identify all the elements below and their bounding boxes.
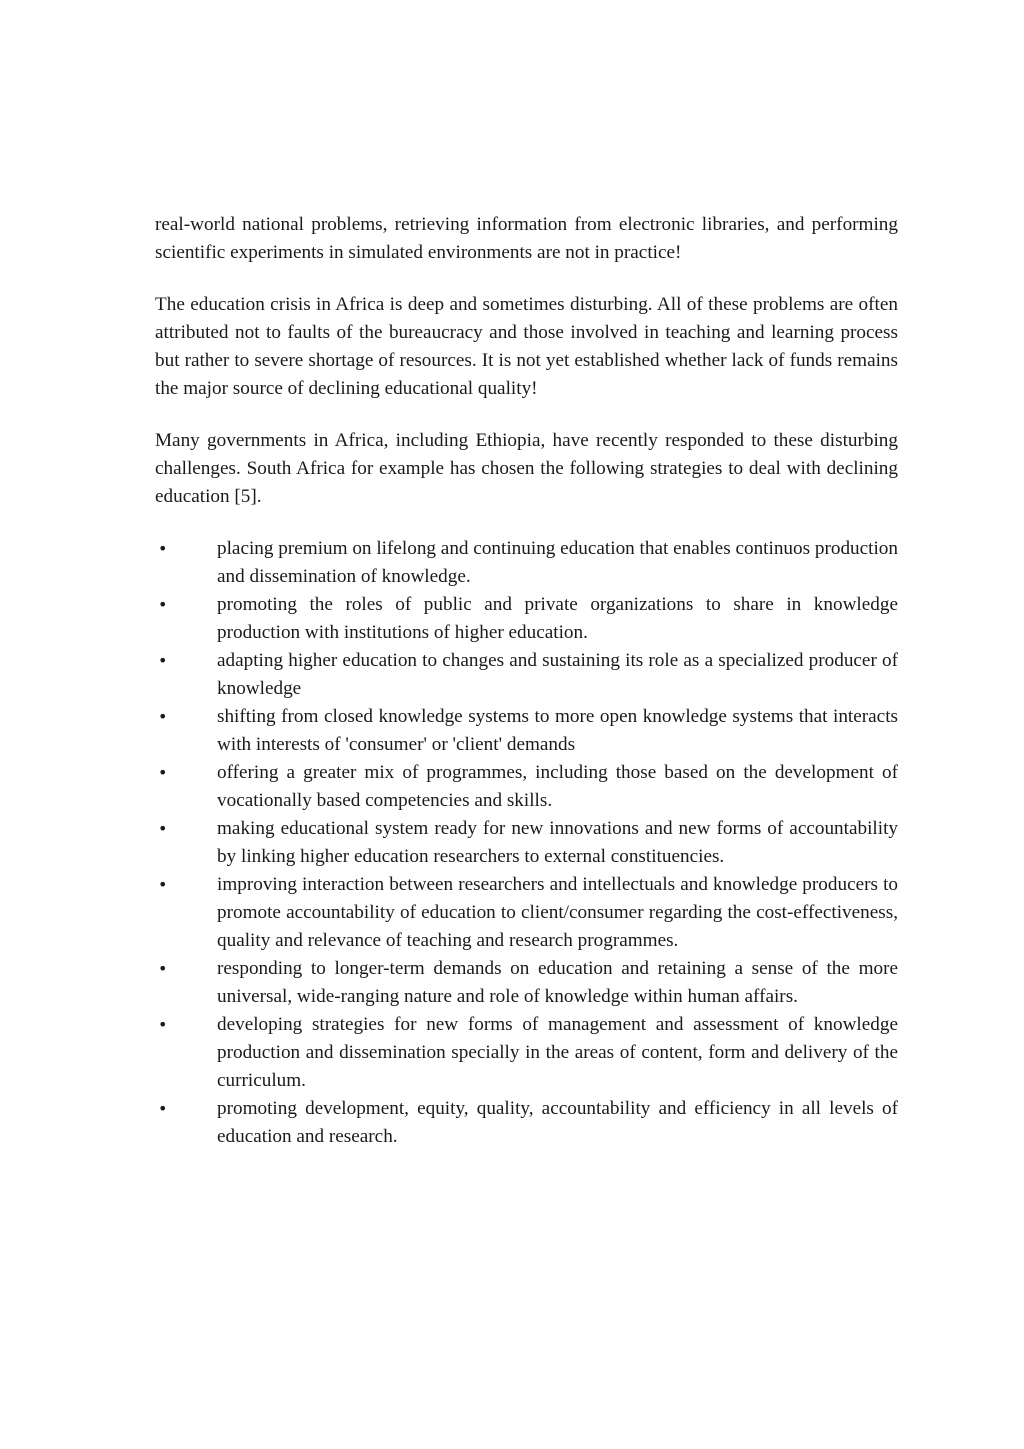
list-item [155, 703, 898, 759]
bullet-icon: • [158, 595, 168, 614]
list-item-text: developing strategies for new forms of management and assessment of knowledge production and dissemination specially in the areas of content, form and delivery of the curriculum. [217, 1014, 898, 1091]
list-item-text: improving interaction between researchers and intellectuals and knowledge producers to promote accountability of education to client/consumer regarding the cost-effectiveness, quality and relevance of teaching and research programmes. [217, 874, 898, 951]
list-item [155, 591, 898, 647]
list-item-text: promoting the roles of public and private organizations to share in knowledge production with institutions of higher education. [217, 594, 898, 643]
page-content [155, 211, 898, 1151]
list-item [155, 871, 898, 955]
list-item [155, 647, 898, 703]
list-item [155, 759, 898, 815]
bullet-icon: • [158, 539, 168, 558]
list-item-text: making educational system ready for new innovations and new forms of accountability by linking higher education researchers to external constituencies. [217, 818, 898, 867]
list-item [155, 1095, 898, 1151]
list-item-text: offering a greater mix of programmes, including those based on the development of vocationally based competencies and skills. [217, 762, 898, 811]
bullet-icon: • [158, 651, 168, 670]
list-item [155, 1011, 898, 1095]
paragraph-intro-continuation: real-world national problems, retrieving information from electronic libraries, and performing scientific experiments in simulated environments are not in practice! [155, 214, 898, 263]
list-item-text: shifting from closed knowledge systems to more open knowledge systems that interacts with interests of 'consumer' or 'client' demands [217, 706, 898, 755]
list-item-text: placing premium on lifelong and continuing education that enables continuos production and dissemination of knowledge. [217, 538, 898, 587]
bullet-icon: • [158, 959, 168, 978]
bullet-icon: • [158, 1015, 168, 1034]
bullet-icon: • [158, 763, 168, 782]
list-item-text: responding to longer-term demands on education and retaining a sense of the more universal, wide-ranging nature and role of knowledge within human affairs. [217, 958, 898, 1007]
bullet-icon: • [158, 707, 168, 726]
paragraph-education-crisis: The education crisis in Africa is deep and sometimes disturbing. All of these problems are often attributed not to faults of the bureaucracy and those involved in teaching and learning process but rather to severe shortage of resources. It is not yet established whether lack of funds remains the major source of declining educational quality! [155, 294, 898, 399]
list-item-text: adapting higher education to changes and sustaining its role as a specialized producer of knowledge [217, 650, 898, 699]
bullet-icon: • [158, 875, 168, 894]
list-item [155, 815, 898, 871]
list-item-text: promoting development, equity, quality, accountability and efficiency in all levels of education and research. [217, 1098, 898, 1147]
list-item [155, 955, 898, 1011]
paragraph-government-response: Many governments in Africa, including Ethiopia, have recently responded to these disturbing challenges. South Africa for example has chosen the following strategies to deal with declining education [5]. [155, 430, 898, 507]
strategy-bullet-list [155, 535, 898, 1151]
bullet-icon: • [158, 1099, 168, 1118]
bullet-icon: • [158, 819, 168, 838]
list-item [155, 535, 898, 591]
